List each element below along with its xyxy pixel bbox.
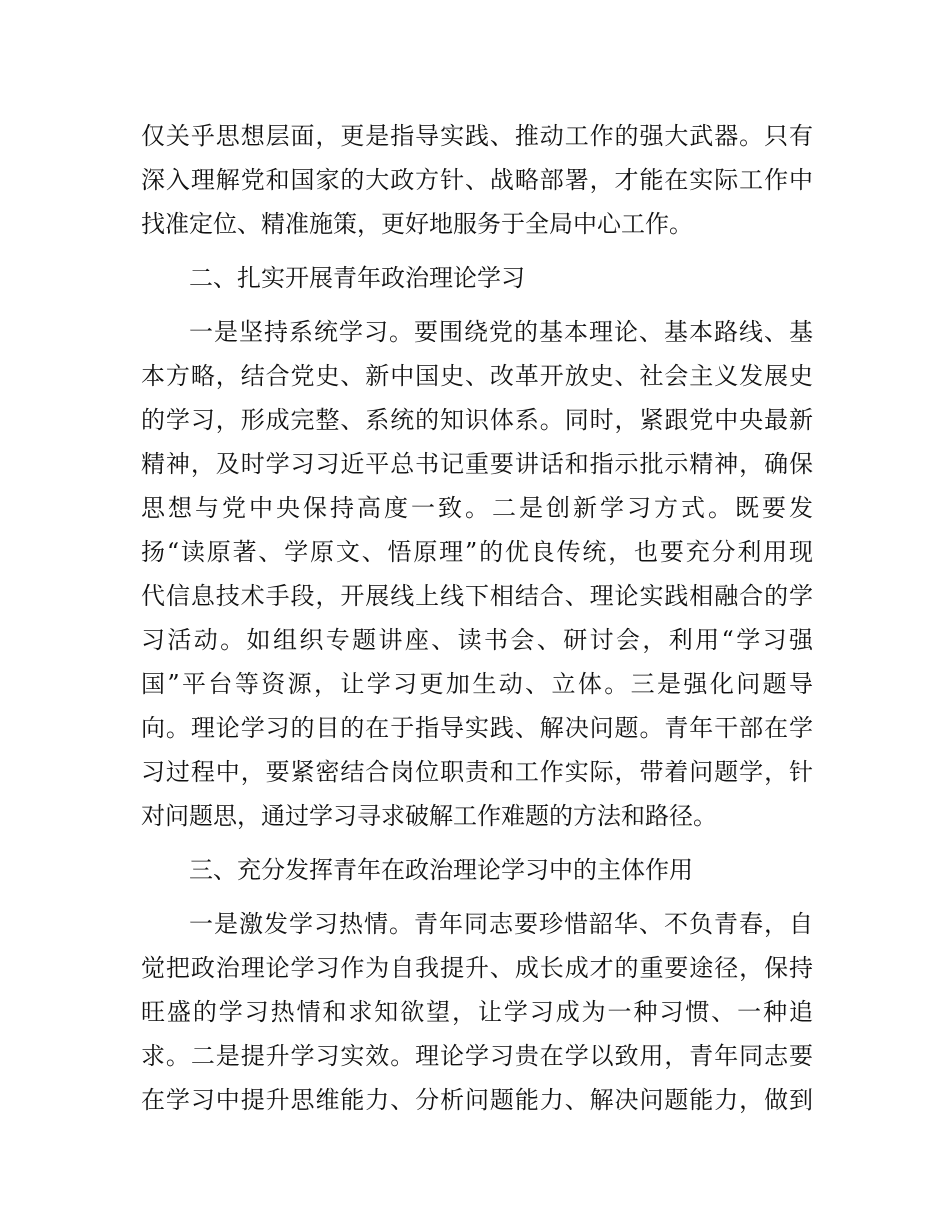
body-text-line: 觉把政治理论学习作为自我提升、成长成才的重要途径，保持 [141, 954, 813, 982]
paragraph-first-line: 一是激发学习热情。青年同志要珍惜韶华、不负青春，自 [189, 910, 813, 938]
body-text-line: 对问题思，通过学习寻求破解工作难题的方法和路径。 [141, 802, 717, 830]
body-text-line: 找准定位、精准施策，更好地服务于全局中心工作。 [141, 210, 693, 238]
body-text-line: 在学习中提升思维能力、分析问题能力、解决问题能力，做到 [141, 1086, 813, 1114]
body-text-line: 扬“读原著、学原文、悟原理”的优良传统，也要充分利用现 [141, 538, 813, 566]
body-text-line: 习过程中，要紧密结合岗位职责和工作实际，带着问题学，针 [141, 758, 813, 786]
section-heading: 三、充分发挥青年在政治理论学习中的主体作用 [189, 856, 693, 884]
body-text-line: 精神，及时学习习近平总书记重要讲话和指示批示精神，确保 [141, 450, 813, 478]
body-text-line: 仅关乎思想层面，更是指导实践、推动工作的强大武器。只有 [141, 122, 813, 150]
body-text-line: 习活动。如组织专题讲座、读书会、研讨会，利用“学习强 [141, 626, 813, 654]
body-text-line: 深入理解党和国家的大政方针、战略部署，才能在实际工作中 [141, 166, 813, 194]
body-text-line: 代信息技术手段，开展线上线下相结合、理论实践相融合的学 [141, 582, 813, 610]
body-text-line: 思想与党中央保持高度一致。二是创新学习方式。既要发 [141, 494, 813, 522]
body-text-line: 求。二是提升学习实效。理论学习贵在学以致用，青年同志要 [141, 1042, 813, 1070]
body-text-line: 旺盛的学习热情和求知欲望，让学习成为一种习惯、一种追 [141, 998, 813, 1026]
body-text-line: 的学习，形成完整、系统的知识体系。同时，紧跟党中央最新 [141, 406, 813, 434]
body-text-line: 向。理论学习的目的在于指导实践、解决问题。青年干部在学 [141, 714, 813, 742]
body-text-line: 本方略，结合党史、新中国史、改革开放史、社会主义发展史 [141, 362, 813, 390]
section-heading: 二、扎实开展青年政治理论学习 [189, 264, 525, 292]
body-text-line: 国”平台等资源，让学习更加生动、立体。三是强化问题导 [141, 670, 813, 698]
paragraph-first-line: 一是坚持系统学习。要围绕党的基本理论、基本路线、基 [189, 318, 813, 346]
